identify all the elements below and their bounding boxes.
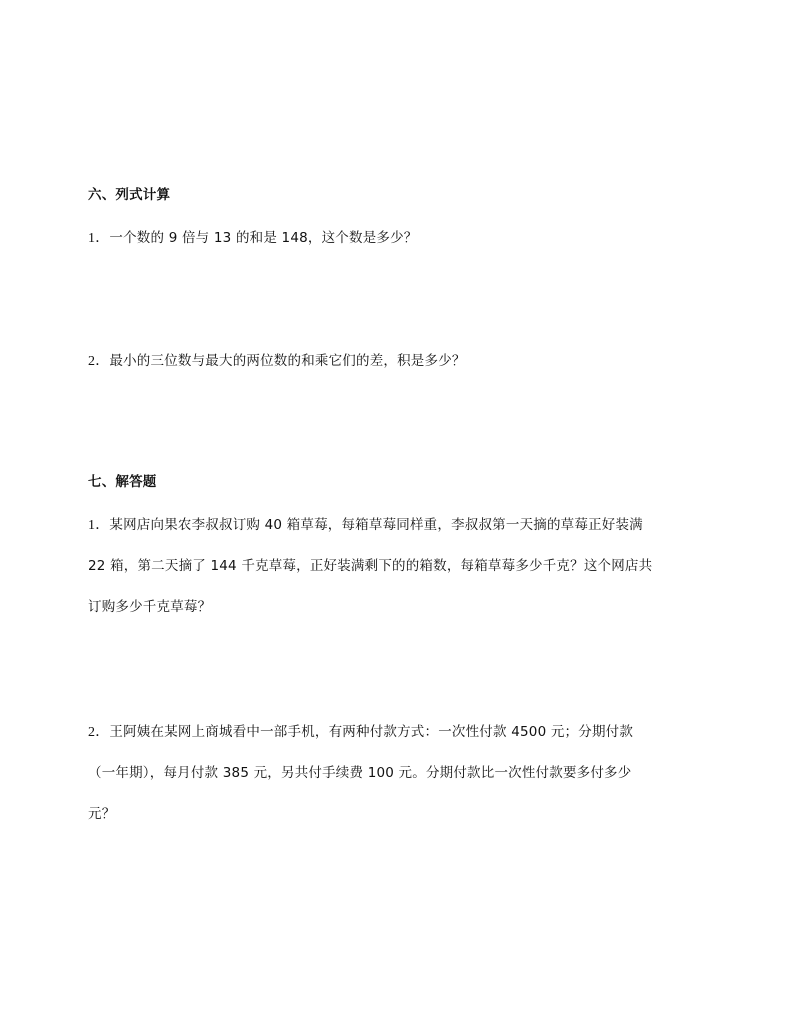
question-text: 王阿姨在某网上商城看中一部手机，有两种付款方式：一次性付款 4500 元；分期付款 (109, 724, 634, 740)
section-six-heading: 六、列式计算 (88, 187, 171, 203)
section-six-question-1 (88, 229, 728, 248)
question-text: 最小的三位数与最大的两位数的和乘它们的差，积是多少？ (109, 353, 466, 369)
question-number: 2． (88, 354, 110, 369)
question-text: 一个数的 9 倍与 13 的和是 148，这个数是多少？ (109, 230, 418, 246)
section-seven-question-1-line-1 (88, 516, 728, 535)
question-number: 1． (88, 231, 110, 246)
section-seven-question-1-line-2: 22 箱，第二天摘了 144 千克草莓，正好装满剩下的的箱数，每箱草莓多少千克？这个网店共 (88, 558, 653, 574)
question-text: 某网店向果农李叔叔订购 40 箱草莓，每箱草莓同样重，李叔叔第一天摘的草莓正好装满 (109, 517, 643, 533)
question-number: 1． (88, 518, 110, 533)
section-six-question-2 (88, 352, 728, 371)
section-seven-question-2-line-2: （一年期），每月付款 385 元，另共付手续费 100 元。分期付款比一次性付款要多付多少 (88, 765, 632, 781)
section-seven-question-2-line-3: 元？ (88, 806, 116, 822)
question-number: 2． (88, 725, 110, 740)
section-seven-question-1-line-3: 订购多少千克草莓？ (88, 599, 212, 615)
section-seven-question-2-line-1 (88, 723, 728, 742)
section-seven-heading: 七、解答题 (88, 474, 157, 490)
